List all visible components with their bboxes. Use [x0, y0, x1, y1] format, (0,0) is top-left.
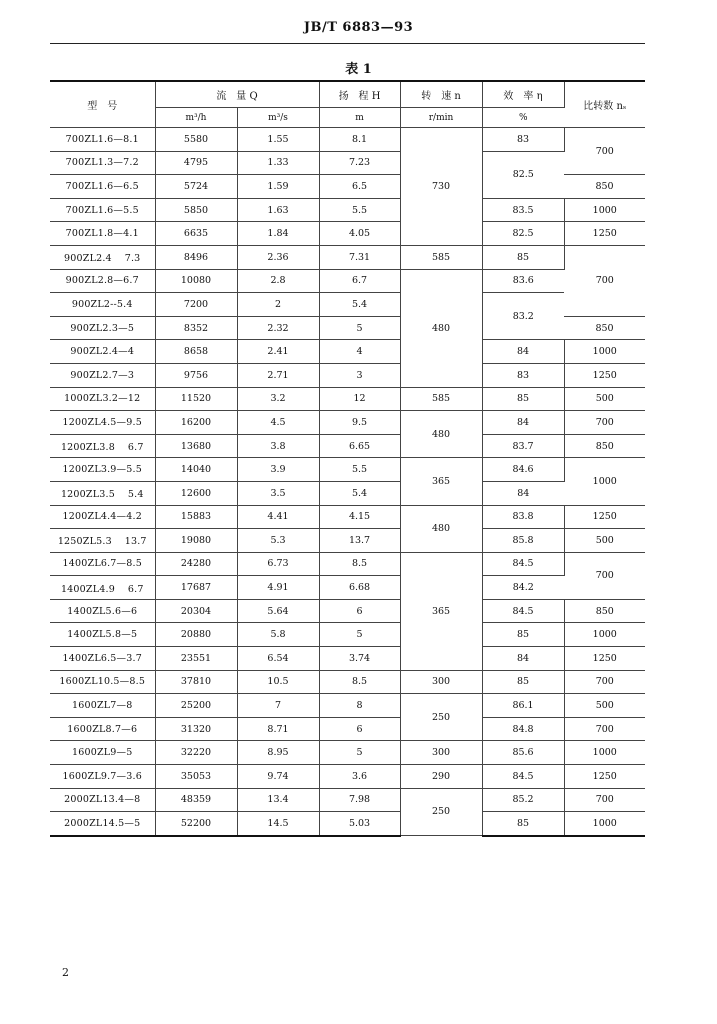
- cell-head: 13.7: [319, 529, 400, 553]
- cell-head: 8.5: [319, 552, 400, 576]
- cell-efficiency: 83.8: [482, 505, 564, 529]
- cell-head: 6: [319, 599, 400, 623]
- cell-flow-h: 9756: [155, 363, 237, 387]
- cell-flow-s: 2.41: [237, 340, 319, 364]
- cell-efficiency: 83: [482, 363, 564, 387]
- cell-head: 7.31: [319, 245, 400, 269]
- table-row: [50, 552, 645, 576]
- cell-specific-speed: 1000: [564, 340, 645, 364]
- cell-efficiency: 84.2: [482, 576, 564, 600]
- header-speed: 转 速 n: [400, 81, 482, 108]
- cell-head: 3: [319, 363, 400, 387]
- cell-specific-speed: 850: [564, 175, 645, 199]
- standard-number: JB/T 6883—93: [303, 20, 414, 35]
- header-head-unit: m: [319, 108, 400, 128]
- table-row: [50, 222, 645, 246]
- cell-efficiency: 85.8: [482, 529, 564, 553]
- pump-parameter-table: [50, 80, 645, 837]
- cell-efficiency: 84: [482, 647, 564, 671]
- table-row: [50, 812, 645, 836]
- cell-flow-s: 1.33: [237, 151, 319, 175]
- cell-head: 12: [319, 387, 400, 411]
- cell-model: 1200ZL3.9—5.5: [50, 458, 155, 482]
- cell-model: 1200ZL3.5 5.4: [50, 481, 155, 505]
- cell-flow-s: 1.63: [237, 198, 319, 222]
- cell-specific-speed: 1250: [564, 765, 645, 789]
- cell-head: 9.5: [319, 411, 400, 435]
- cell-flow-s: 2.32: [237, 316, 319, 340]
- header-flow-unit-h: m³/h: [155, 108, 237, 128]
- cell-flow-s: 5.64: [237, 599, 319, 623]
- cell-head: 5.03: [319, 812, 400, 836]
- cell-flow-s: 8.71: [237, 717, 319, 741]
- cell-efficiency: 84.5: [482, 599, 564, 623]
- cell-model: 700ZL1.6—6.5: [50, 175, 155, 199]
- cell-flow-h: 6635: [155, 222, 237, 246]
- cell-efficiency: 84: [482, 481, 564, 505]
- cell-speed: 480: [400, 269, 482, 387]
- cell-flow-h: 16200: [155, 411, 237, 435]
- table-body: [50, 128, 645, 836]
- cell-specific-speed: 1000: [564, 812, 645, 836]
- table-row: [50, 151, 645, 175]
- table-row: [50, 340, 645, 364]
- cell-flow-h: 10080: [155, 269, 237, 293]
- cell-model: 1200ZL4.5—9.5: [50, 411, 155, 435]
- cell-speed: 250: [400, 694, 482, 741]
- table-row: [50, 717, 645, 741]
- cell-flow-h: 8658: [155, 340, 237, 364]
- cell-flow-h: 37810: [155, 670, 237, 694]
- header-efficiency: 效 率 η: [482, 81, 564, 108]
- cell-flow-h: 20880: [155, 623, 237, 647]
- cell-flow-s: 2: [237, 293, 319, 317]
- cell-efficiency: 84.5: [482, 552, 564, 576]
- table-row: [50, 623, 645, 647]
- cell-specific-speed: 500: [564, 529, 645, 553]
- cell-flow-s: 5.3: [237, 529, 319, 553]
- cell-speed: 300: [400, 741, 482, 765]
- cell-flow-h: 23551: [155, 647, 237, 671]
- cell-head: 6.5: [319, 175, 400, 199]
- cell-head: 6.68: [319, 576, 400, 600]
- cell-model: 700ZL1.3—7.2: [50, 151, 155, 175]
- cell-speed: 365: [400, 458, 482, 505]
- cell-specific-speed: 500: [564, 694, 645, 718]
- table-row: [50, 694, 645, 718]
- cell-flow-h: 20304: [155, 599, 237, 623]
- cell-specific-speed: 700: [564, 788, 645, 812]
- cell-flow-s: 13.4: [237, 788, 319, 812]
- cell-flow-s: 1.55: [237, 128, 319, 152]
- cell-efficiency: 85: [482, 623, 564, 647]
- cell-flow-s: 6.54: [237, 647, 319, 671]
- cell-model: 1200ZL4.4—4.2: [50, 505, 155, 529]
- cell-flow-s: 14.5: [237, 812, 319, 836]
- cell-model: 2000ZL13.4—8: [50, 788, 155, 812]
- cell-model: 1600ZL9.7—3.6: [50, 765, 155, 789]
- cell-head: 6: [319, 717, 400, 741]
- cell-efficiency: 83.6: [482, 269, 564, 293]
- table-row: [50, 647, 645, 671]
- cell-flow-s: 4.5: [237, 411, 319, 435]
- cell-flow-h: 24280: [155, 552, 237, 576]
- cell-head: 6.7: [319, 269, 400, 293]
- cell-flow-h: 52200: [155, 812, 237, 836]
- cell-efficiency: 82.5: [482, 151, 564, 198]
- cell-speed: 585: [400, 245, 482, 269]
- cell-flow-s: 1.84: [237, 222, 319, 246]
- cell-specific-speed: 1000: [564, 741, 645, 765]
- table-row: [50, 411, 645, 435]
- cell-specific-speed: 700: [564, 128, 645, 175]
- cell-model: 700ZL1.6—8.1: [50, 128, 155, 152]
- cell-flow-s: 10.5: [237, 670, 319, 694]
- cell-flow-h: 11520: [155, 387, 237, 411]
- table-row: [50, 505, 645, 529]
- cell-model: 900ZL2.4—4: [50, 340, 155, 364]
- cell-specific-speed: 1250: [564, 647, 645, 671]
- cell-efficiency: 85: [482, 387, 564, 411]
- table-row: [50, 599, 645, 623]
- cell-flow-s: 3.5: [237, 481, 319, 505]
- cell-head: 8.1: [319, 128, 400, 152]
- cell-specific-speed: 850: [564, 599, 645, 623]
- header-row-main: [50, 81, 645, 108]
- table-row: [50, 434, 645, 458]
- cell-flow-h: 15883: [155, 505, 237, 529]
- cell-model: 1250ZL5.3 13.7: [50, 529, 155, 553]
- cell-efficiency: 82.5: [482, 222, 564, 246]
- cell-efficiency: 85: [482, 245, 564, 269]
- cell-efficiency: 85.2: [482, 788, 564, 812]
- table-row: [50, 458, 645, 482]
- table-row: [50, 741, 645, 765]
- cell-model: 900ZL2.4 7.3: [50, 245, 155, 269]
- cell-flow-h: 5850: [155, 198, 237, 222]
- cell-flow-h: 31320: [155, 717, 237, 741]
- cell-head: 5.5: [319, 198, 400, 222]
- table-row: [50, 293, 645, 317]
- cell-model: 1400ZL6.7—8.5: [50, 552, 155, 576]
- cell-efficiency: 84.8: [482, 717, 564, 741]
- cell-flow-h: 4795: [155, 151, 237, 175]
- cell-specific-speed: 1250: [564, 222, 645, 246]
- cell-head: 5: [319, 316, 400, 340]
- header-specific-speed: 比转数 nₛ: [564, 81, 645, 128]
- cell-head: 5.4: [319, 481, 400, 505]
- cell-flow-s: 2.71: [237, 363, 319, 387]
- cell-flow-h: 35053: [155, 765, 237, 789]
- table-row: [50, 128, 645, 152]
- cell-efficiency: 85: [482, 670, 564, 694]
- cell-flow-h: 12600: [155, 481, 237, 505]
- cell-flow-h: 48359: [155, 788, 237, 812]
- cell-flow-s: 3.8: [237, 434, 319, 458]
- cell-speed: 290: [400, 765, 482, 789]
- cell-model: 1400ZL6.5—3.7: [50, 647, 155, 671]
- cell-specific-speed: 1250: [564, 363, 645, 387]
- cell-speed: 250: [400, 788, 482, 836]
- cell-speed: 480: [400, 505, 482, 552]
- cell-flow-s: 2.36: [237, 245, 319, 269]
- cell-head: 3.6: [319, 765, 400, 789]
- cell-model: 2000ZL14.5—5: [50, 812, 155, 836]
- cell-head: 4.15: [319, 505, 400, 529]
- cell-specific-speed: 500: [564, 387, 645, 411]
- cell-efficiency: 84: [482, 411, 564, 435]
- table-row: [50, 387, 645, 411]
- cell-head: 5.5: [319, 458, 400, 482]
- cell-specific-speed: 700: [564, 245, 645, 316]
- cell-speed: 480: [400, 411, 482, 458]
- table-row: [50, 363, 645, 387]
- cell-efficiency: 86.1: [482, 694, 564, 718]
- cell-head: 6.65: [319, 434, 400, 458]
- cell-flow-s: 8.95: [237, 741, 319, 765]
- cell-model: 1400ZL4.9 6.7: [50, 576, 155, 600]
- cell-head: 7.23: [319, 151, 400, 175]
- cell-head: 8.5: [319, 670, 400, 694]
- page-number: 2: [62, 966, 69, 979]
- cell-flow-h: 8496: [155, 245, 237, 269]
- cell-model: 1600ZL7—8: [50, 694, 155, 718]
- cell-model: 1200ZL3.8 6.7: [50, 434, 155, 458]
- cell-specific-speed: 850: [564, 434, 645, 458]
- table-row: [50, 788, 645, 812]
- header-rule: [50, 43, 645, 44]
- cell-efficiency: 85.6: [482, 741, 564, 765]
- cell-flow-h: 17687: [155, 576, 237, 600]
- cell-speed: 300: [400, 670, 482, 694]
- cell-efficiency: 85: [482, 812, 564, 836]
- cell-flow-h: 25200: [155, 694, 237, 718]
- table-row: [50, 670, 645, 694]
- cell-flow-h: 13680: [155, 434, 237, 458]
- cell-specific-speed: 700: [564, 552, 645, 599]
- header-head: 扬 程 H: [319, 81, 400, 108]
- cell-model: 900ZL2.8—6.7: [50, 269, 155, 293]
- cell-efficiency: 83.2: [482, 293, 564, 340]
- table-row: [50, 269, 645, 293]
- table-row: [50, 529, 645, 553]
- cell-flow-s: 7: [237, 694, 319, 718]
- cell-efficiency: 83: [482, 128, 564, 152]
- cell-head: 5: [319, 623, 400, 647]
- cell-flow-h: 7200: [155, 293, 237, 317]
- cell-flow-s: 2.8: [237, 269, 319, 293]
- cell-head: 7.98: [319, 788, 400, 812]
- cell-speed: 365: [400, 552, 482, 670]
- cell-head: 8: [319, 694, 400, 718]
- table-title: 表 1: [345, 62, 372, 77]
- cell-flow-h: 14040: [155, 458, 237, 482]
- cell-model: 1600ZL10.5—8.5: [50, 670, 155, 694]
- cell-head: 5: [319, 741, 400, 765]
- cell-speed: 730: [400, 128, 482, 246]
- cell-model: 1000ZL3.2—12: [50, 387, 155, 411]
- header-efficiency-unit: %: [482, 108, 564, 128]
- header-speed-unit: r/min: [400, 108, 482, 128]
- table-row: [50, 576, 645, 600]
- cell-specific-speed: 1000: [564, 623, 645, 647]
- header-flow-unit-s: m³/s: [237, 108, 319, 128]
- cell-head: 4.05: [319, 222, 400, 246]
- cell-efficiency: 83.5: [482, 198, 564, 222]
- table-row: [50, 245, 645, 269]
- cell-model: 1400ZL5.8—5: [50, 623, 155, 647]
- cell-flow-s: 1.59: [237, 175, 319, 199]
- cell-flow-s: 4.91: [237, 576, 319, 600]
- cell-specific-speed: 700: [564, 717, 645, 741]
- table-row: [50, 481, 645, 505]
- cell-model: 700ZL1.6—5.5: [50, 198, 155, 222]
- cell-specific-speed: 1000: [564, 198, 645, 222]
- cell-model: 700ZL1.8—4.1: [50, 222, 155, 246]
- cell-specific-speed: 1000: [564, 458, 645, 505]
- header-flow: 流 量 Q: [155, 81, 319, 108]
- cell-specific-speed: 1250: [564, 505, 645, 529]
- cell-model: 900ZL2--5.4: [50, 293, 155, 317]
- cell-efficiency: 84.5: [482, 765, 564, 789]
- cell-model: 900ZL2.7—3: [50, 363, 155, 387]
- cell-specific-speed: 700: [564, 411, 645, 435]
- cell-head: 3.74: [319, 647, 400, 671]
- cell-model: 1400ZL5.6—6: [50, 599, 155, 623]
- cell-speed: 585: [400, 387, 482, 411]
- cell-model: 1600ZL8.7—6: [50, 717, 155, 741]
- cell-flow-s: 3.9: [237, 458, 319, 482]
- cell-model: 1600ZL9—5: [50, 741, 155, 765]
- cell-flow-s: 6.73: [237, 552, 319, 576]
- cell-flow-h: 32220: [155, 741, 237, 765]
- cell-efficiency: 84.6: [482, 458, 564, 482]
- cell-flow-s: 9.74: [237, 765, 319, 789]
- cell-head: 4: [319, 340, 400, 364]
- table-row: [50, 765, 645, 789]
- cell-flow-h: 8352: [155, 316, 237, 340]
- cell-flow-s: 5.8: [237, 623, 319, 647]
- table-row: [50, 198, 645, 222]
- cell-flow-h: 5580: [155, 128, 237, 152]
- cell-flow-h: 5724: [155, 175, 237, 199]
- cell-head: 5.4: [319, 293, 400, 317]
- cell-flow-h: 19080: [155, 529, 237, 553]
- cell-specific-speed: 700: [564, 670, 645, 694]
- cell-specific-speed: 850: [564, 316, 645, 340]
- cell-efficiency: 83.7: [482, 434, 564, 458]
- cell-efficiency: 84: [482, 340, 564, 364]
- cell-flow-s: 4.41: [237, 505, 319, 529]
- header-model: 型 号: [50, 81, 155, 128]
- cell-model: 900ZL2.3—5: [50, 316, 155, 340]
- cell-flow-s: 3.2: [237, 387, 319, 411]
